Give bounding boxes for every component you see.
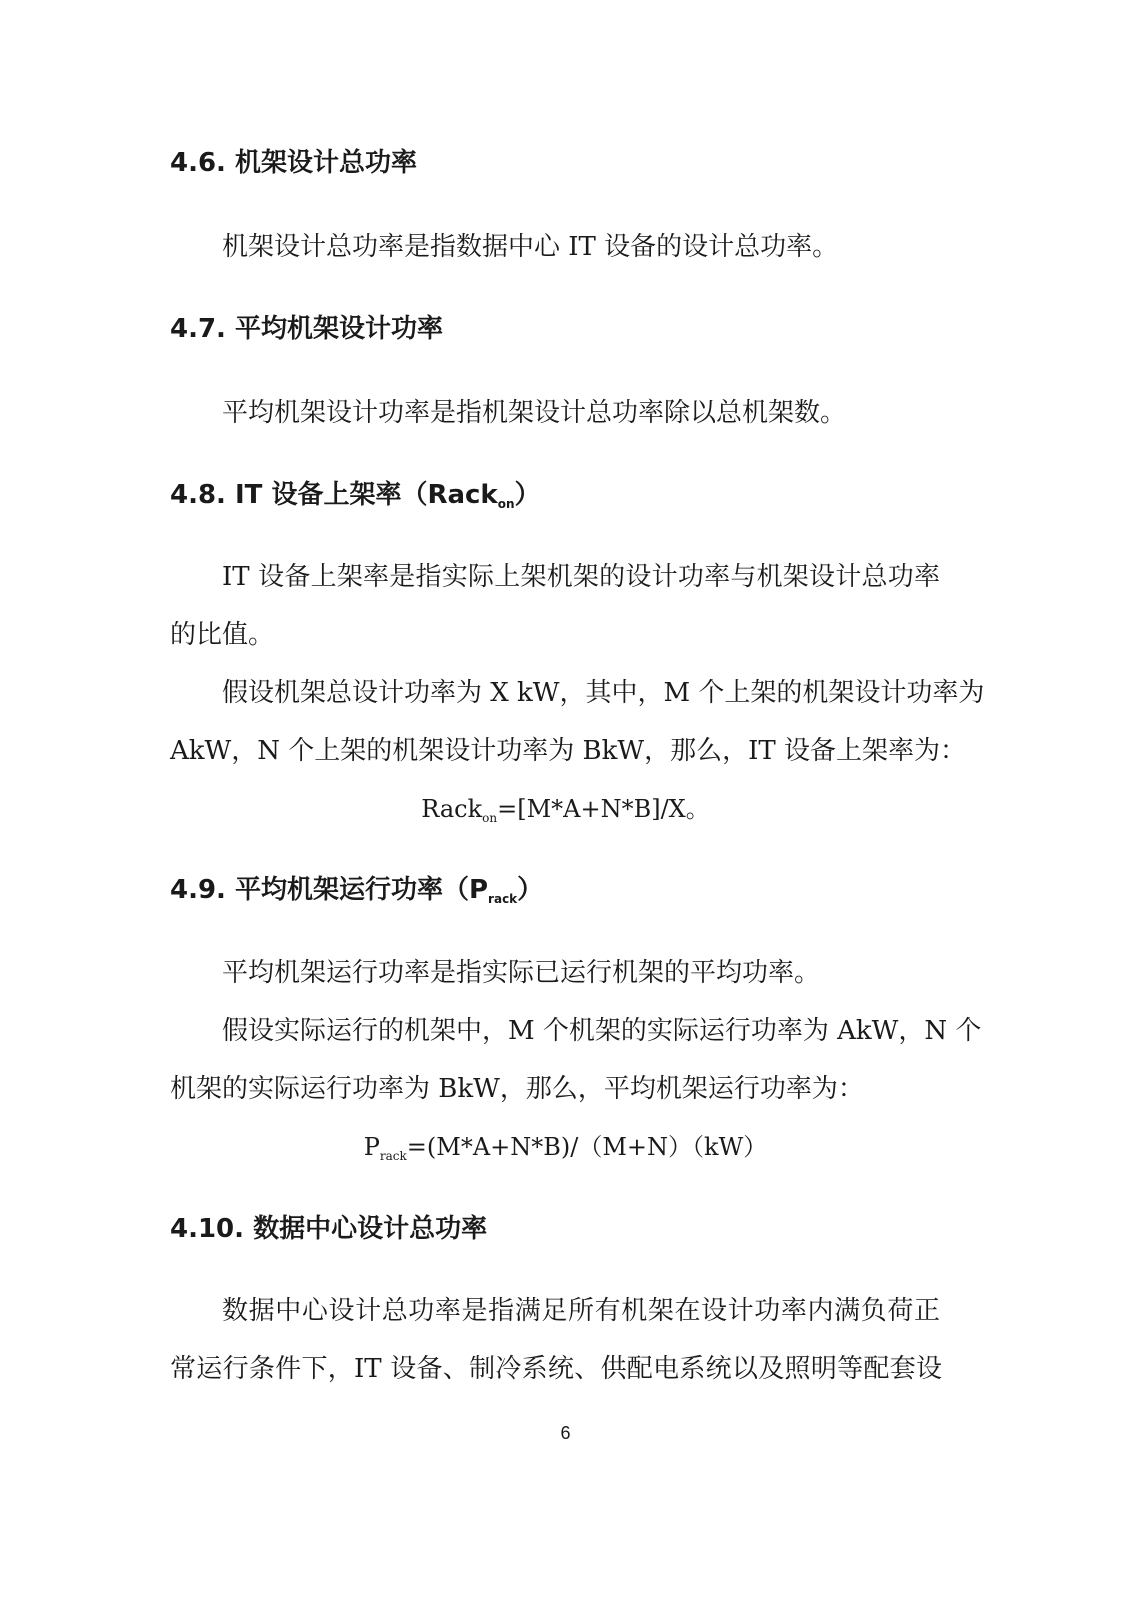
paragraph-4-7: 平均机架设计功率是指机架设计总功率除以总机架数。 bbox=[222, 398, 847, 428]
heading-4-9-suffix: ） bbox=[517, 875, 544, 905]
formula-p-rack-suffix: =(M*A+N*B)/（M+N）（kW） bbox=[406, 1133, 768, 1161]
formula-rack-on bbox=[0, 794, 1131, 833]
heading-4-8-text: 4.8. IT 设备上架率（Rack bbox=[170, 480, 498, 510]
formula-rack-on-subscript: on bbox=[482, 811, 498, 825]
paragraph-4-6: 机架设计总功率是指数据中心 IT 设备的设计总功率。 bbox=[222, 232, 839, 262]
paragraph-4-9-assume-line1 bbox=[222, 1016, 982, 1046]
paragraph-4-8-line1 bbox=[222, 562, 940, 592]
heading-4-7: 4.7. 平均机架设计功率 bbox=[170, 314, 443, 344]
heading-4-10: 4.10. 数据中心设计总功率 bbox=[170, 1214, 488, 1244]
paragraph-4-10-line2-text: 常运行条件下，IT 设备、制冷系统、供配电系统以及照明等配套设 bbox=[170, 1354, 942, 1384]
formula-rack-on-suffix: =[M*A+N*B]/X。 bbox=[497, 795, 710, 823]
formula-p-rack-prefix: P bbox=[363, 1133, 380, 1161]
paragraph-4-8-line2: 的比值。 bbox=[170, 620, 275, 650]
paragraph-4-10-line1-text: 数据中心设计总功率是指满足所有机架在设计功率内满负荷正 bbox=[222, 1296, 940, 1326]
paragraph-4-9: 平均机架运行功率是指实际已运行机架的平均功率。 bbox=[222, 958, 821, 988]
formula-p-rack-subscript: rack bbox=[379, 1149, 407, 1163]
paragraph-4-10-line2 bbox=[170, 1354, 942, 1384]
formula-rack-on-prefix: Rack bbox=[421, 795, 483, 823]
heading-4-8 bbox=[170, 480, 541, 519]
paragraph-4-8-assume-line2-text: AkW，N 个上架的机架设计功率为 BkW，那么，IT 设备上架率为： bbox=[170, 736, 966, 766]
paragraph-4-8-line1-text: IT 设备上架率是指实际上架机架的设计功率与机架设计总功率 bbox=[222, 562, 940, 592]
paragraph-4-9-assume-line2: 机架的实际运行功率为 BkW，那么，平均机架运行功率为： bbox=[170, 1074, 864, 1104]
formula-p-rack bbox=[0, 1132, 1131, 1171]
paragraph-4-8-assume-line2 bbox=[170, 736, 966, 766]
paragraph-4-8-assume-line1-text: 假设机架总设计功率为 X kW，其中，M 个上架的机架设计功率为 bbox=[222, 678, 985, 708]
heading-4-8-suffix: ） bbox=[514, 480, 541, 510]
paragraph-4-9-assume-line1-text: 假设实际运行的机架中，M 个机架的实际运行功率为 AkW，N 个 bbox=[222, 1016, 982, 1046]
page-number: 6 bbox=[560, 1423, 571, 1443]
paragraph-4-8-assume-line1 bbox=[222, 678, 985, 708]
paragraph-4-10-line1 bbox=[222, 1296, 940, 1326]
heading-4-8-subscript: on bbox=[497, 497, 515, 511]
heading-4-9-subscript: rack bbox=[488, 892, 518, 906]
heading-4-9-text: 4.9. 平均机架运行功率（P bbox=[170, 875, 489, 905]
heading-4-9 bbox=[170, 875, 543, 914]
heading-4-6: 4.6. 机架设计总功率 bbox=[170, 148, 417, 178]
